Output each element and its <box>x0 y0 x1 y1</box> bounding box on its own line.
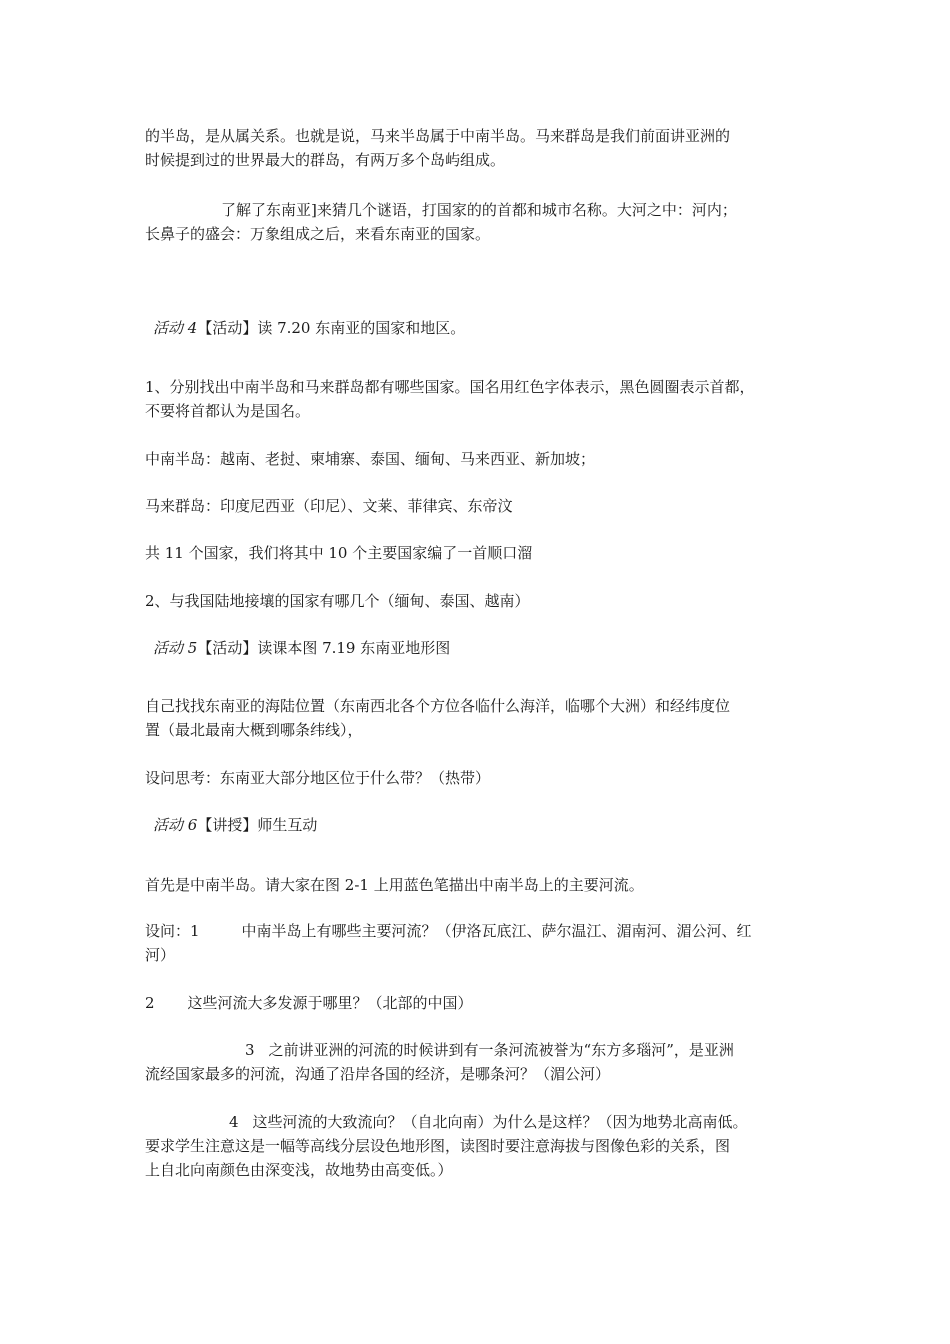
activity-label: 活动 4 <box>153 319 198 337</box>
text-line: 上自北向南颜色由深变浅，故地势由高变低。） <box>145 1161 453 1179</box>
question-text: 这些河流的大致流向？（自北向南）为什么是这样？（因为地势北高南低。 <box>252 1113 748 1131</box>
paragraph-trace-rivers: 首先是中南半岛。请大家在图 2-1 上用蓝色笔描出中南半岛上的主要河流。 <box>145 876 644 894</box>
paragraph-sea-land-position <box>145 694 815 742</box>
question-3 <box>145 1038 815 1086</box>
activity-6-heading <box>145 813 815 837</box>
paragraph-malay-countries: 马来群岛：印度尼西亚（印尼）、文莱、菲律宾、东帝汶 <box>145 497 513 515</box>
paragraph-climate-question: 设问思考：东南亚大部分地区位于什么带？（热带） <box>145 769 491 787</box>
activity-text: 【活动】读课本图 7.19 东南亚地形图 <box>197 639 451 657</box>
text-line: 长鼻子的盛会：万象组成之后，来看东南亚的国家。 <box>145 225 491 243</box>
activity-text: 【活动】读 7.20 东南亚的国家和地区。 <box>197 319 466 337</box>
activity-label: 活动 5 <box>153 639 198 657</box>
paragraph-indochina-countries: 中南半岛：越南、老挝、柬埔寨、泰国、缅甸、马来西亚、新加坡； <box>145 450 596 468</box>
text-line: 要求学生注意这是一幅等高线分层设色地形图，读图时要注意海拔与图像色彩的关系，图 <box>145 1137 731 1155</box>
activity-5-heading <box>145 636 815 660</box>
text-line: 置（最北最南大概到哪条纬线）， <box>145 721 363 739</box>
paragraph-peninsula-relation <box>145 124 815 172</box>
question-number: 4 <box>229 1113 239 1131</box>
question-number: 3 <box>245 1041 255 1059</box>
activity-label: 活动 6 <box>153 816 198 834</box>
paragraph-riddles <box>145 198 815 246</box>
question-prefix: 设问：1 <box>145 922 200 940</box>
paragraph-find-countries <box>145 375 815 423</box>
text-line: 时候提到过的世界最大的群岛，有两万多个岛屿组成。 <box>145 151 506 169</box>
text-line: 不要将首都认为是国名。 <box>145 402 311 420</box>
question-number: 2 <box>145 994 155 1012</box>
question-text: 中南半岛上有哪些主要河流？（伊洛瓦底江、萨尔温江、湄南河、湄公河、红 <box>241 922 752 940</box>
question-text: 这些河流大多发源于哪里？（北部的中国） <box>187 994 473 1012</box>
activity-4-heading <box>145 316 815 340</box>
activity-text: 【讲授】师生互动 <box>197 816 318 834</box>
question-text: 之前讲亚洲的河流的时候讲到有一条河流被誉为“东方多瑙河”，是亚洲 <box>268 1041 734 1059</box>
paragraph-bordering-countries: 2、与我国陆地接壤的国家有哪几个（缅甸、泰国、越南） <box>145 592 530 610</box>
text-line <box>145 198 815 222</box>
text-line: 的半岛，是从属关系。也就是说，马来半岛属于中南半岛。马来群岛是我们前面讲亚洲的 <box>145 127 731 145</box>
paragraph-country-count: 共 11 个国家，我们将其中 10 个主要国家编了一首顺口溜 <box>145 544 533 562</box>
text-line: 河） <box>145 946 176 964</box>
question-4 <box>145 1110 815 1182</box>
text-line-content: 了解了东南亚]来猜几个谜语，打国家的的首都和城市名称。大河之中：河内； <box>221 201 737 219</box>
question-2 <box>145 991 815 1015</box>
text-line: 自己找找东南亚的海陆位置（东南西北各个方位各临什么海洋，临哪个大洲）和经纬度位 <box>145 697 731 715</box>
text-line: 1、分别找出中南半岛和马来群岛都有哪些国家。国名用红色字体表示，黑色圆圈表示首都， <box>145 378 755 396</box>
text-line: 流经国家最多的河流，沟通了沿岸各国的经济，是哪条河？（湄公河） <box>145 1065 611 1083</box>
question-1 <box>145 919 815 967</box>
